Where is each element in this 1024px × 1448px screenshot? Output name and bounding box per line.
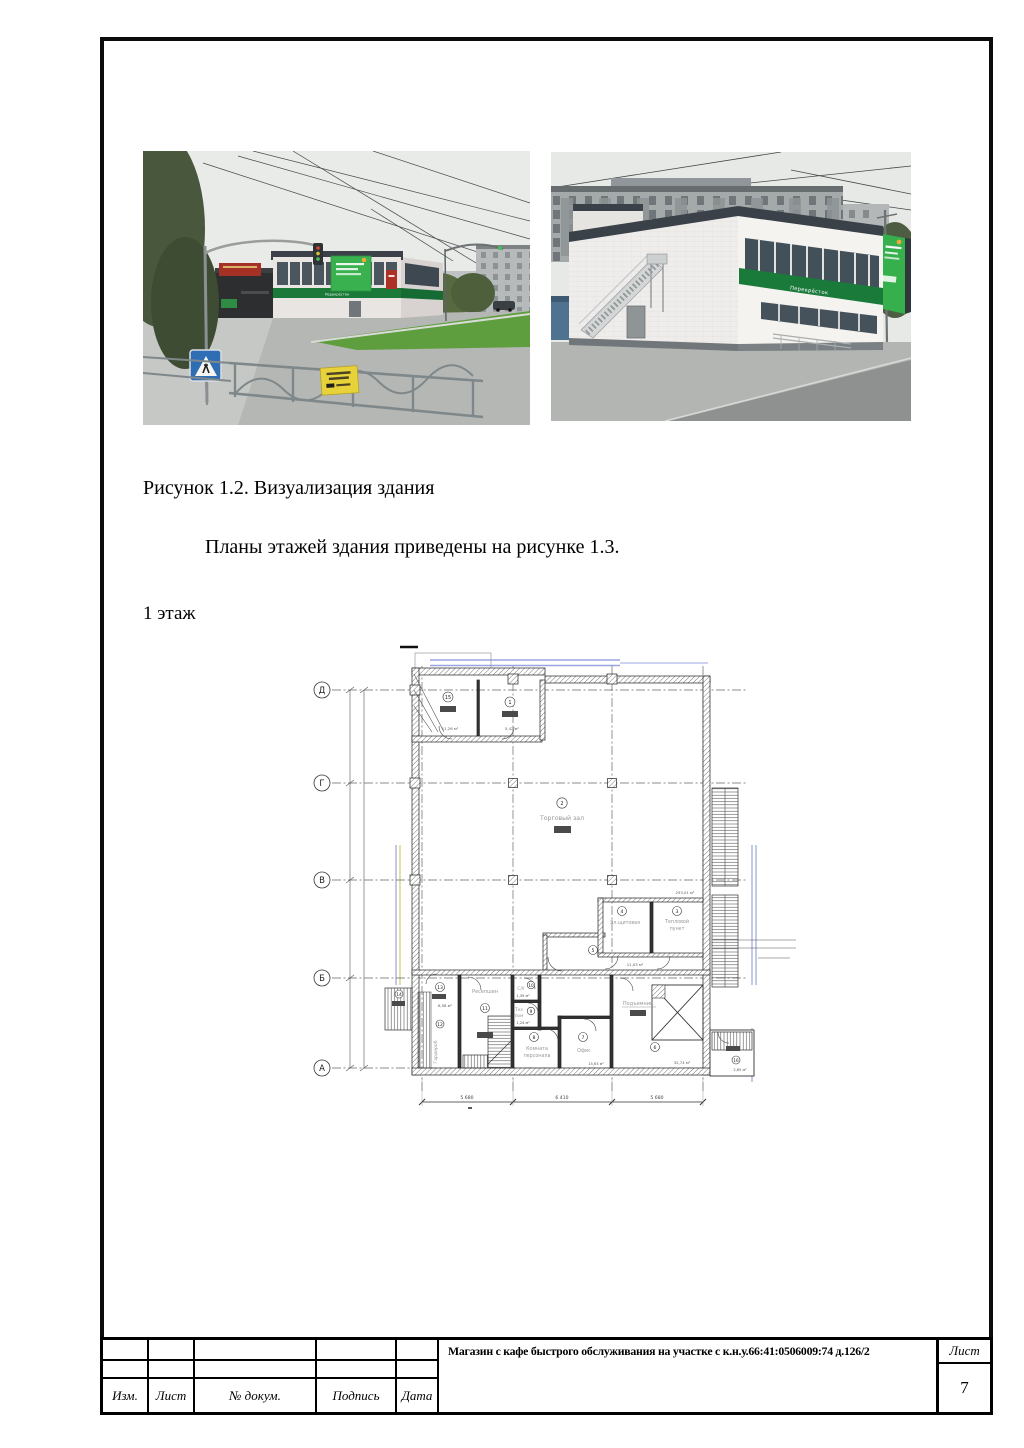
room-area: 32,74 м²: [673, 1060, 691, 1065]
kiosk: [551, 300, 571, 340]
col-izm: Изм.: [103, 1379, 149, 1412]
store-building: [271, 251, 443, 318]
cell-empty: [149, 1340, 195, 1359]
room-area: 1,24 м²: [516, 1021, 530, 1025]
grid-label: Б: [319, 974, 325, 984]
room-area: 2,65 м²: [733, 1068, 747, 1072]
room-number: 5: [591, 949, 595, 954]
room-number: 10: [528, 983, 534, 988]
room-name: персонала: [523, 1054, 551, 1059]
floor-plan: [300, 640, 800, 1140]
level-mark: [477, 1032, 493, 1038]
level-mark: [554, 826, 571, 833]
revision-table: [103, 1340, 439, 1412]
utility-pole: [445, 249, 446, 321]
room-name: Ресепшен: [471, 989, 499, 995]
room-area: 1,39 м²: [516, 994, 530, 998]
tree: [451, 273, 495, 313]
room-number: 7: [581, 1036, 585, 1041]
cell-empty: [397, 1340, 439, 1359]
room-number: 13: [437, 986, 443, 991]
room-number: 16: [733, 1058, 739, 1063]
doors: [426, 726, 729, 1043]
corner-banner: [882, 234, 905, 314]
cell-empty: [103, 1340, 149, 1359]
room-name: Гардероб: [434, 1040, 439, 1064]
dim-label: 5 680: [460, 1096, 474, 1101]
cell-empty: [397, 1361, 439, 1377]
cell-empty: [103, 1361, 149, 1377]
col-dokum: № докум.: [195, 1379, 317, 1412]
yellow-sign: [320, 366, 359, 396]
col-list: Лист: [149, 1379, 195, 1412]
room-name: Подъемник: [622, 1001, 654, 1007]
wardrobe-racks: [418, 992, 431, 1068]
cell-empty: [149, 1361, 195, 1377]
banner-edge: [905, 238, 911, 314]
level-mark: [392, 1001, 405, 1006]
room-number: 4: [620, 910, 624, 915]
neighbor-building: [215, 263, 273, 318]
room-number: 6: [653, 1046, 657, 1051]
brand-logo-icon: [897, 240, 902, 245]
cell-empty: [317, 1340, 397, 1359]
level-mark: [432, 994, 446, 999]
entrance-door: [349, 301, 361, 317]
room-number: 15: [444, 695, 452, 701]
dimension-line-bottom: [419, 1077, 706, 1108]
room-number: 1: [508, 700, 512, 706]
cell-empty: [195, 1340, 317, 1359]
figure-caption: Рисунок 1.2. Визуализация здания: [143, 477, 435, 499]
room-area: 11,03 м²: [626, 962, 644, 967]
col-data: Дата: [397, 1379, 439, 1412]
grid-label: В: [319, 876, 325, 886]
body-text: Планы этажей здания приведены на рисунке 1.3.: [205, 536, 620, 558]
project-title: Магазин с кафе быстрого обслуживания на участке с к.н.у.66:41:0506009:74 д.126/2: [448, 1344, 870, 1358]
room-number: 12: [437, 1023, 443, 1028]
room-number: 9: [529, 1009, 533, 1014]
cell-empty: [195, 1361, 317, 1377]
store-sign-text: Перекрёсток: [789, 285, 829, 297]
room-name: Комната: [526, 1047, 548, 1052]
sheet-label: Лист: [939, 1340, 990, 1364]
red-sign: [386, 270, 397, 289]
store-building: [569, 204, 911, 354]
room-name: пункт: [669, 927, 685, 932]
building-scene: [551, 152, 911, 421]
area-annotation: 253,01 м²: [675, 890, 695, 895]
room-labels: [392, 692, 747, 1072]
canopy-outline: [415, 653, 491, 669]
tree-large: [151, 237, 219, 369]
photo-building-view: [551, 152, 911, 421]
room-number: 8: [532, 1036, 536, 1041]
level-mark: [502, 711, 518, 717]
street-scene: [143, 151, 530, 425]
cell-empty: [317, 1361, 397, 1377]
title-block: [100, 1337, 993, 1415]
grid-label: А: [319, 1064, 325, 1074]
floor-heading: 1 этаж: [143, 603, 196, 624]
area-annotation: 6,58 м²: [437, 1003, 453, 1008]
grid-label: Д: [318, 686, 326, 696]
room-number: 2: [560, 801, 564, 807]
room-number: 14: [396, 993, 402, 998]
revision-row: [103, 1361, 439, 1379]
room-name: Эл.щитовая: [610, 921, 640, 926]
lift-shaft: [652, 985, 703, 1040]
room-area: 15,63 м²: [588, 1062, 604, 1066]
photo-street-view: [143, 151, 530, 425]
room-number: 11: [482, 1007, 488, 1012]
project-title-cell: [439, 1340, 936, 1412]
sheet-number: 7: [960, 1378, 969, 1397]
brand-logo-icon: [362, 258, 367, 263]
dimension-lines-left: [346, 687, 368, 1071]
revision-row: [103, 1340, 439, 1361]
col-podpis: Подпись: [317, 1379, 397, 1412]
room-name: Торговый зал: [539, 815, 585, 822]
revision-header-row: [103, 1379, 439, 1412]
level-mark: [726, 1046, 740, 1051]
sheet-box: [936, 1340, 990, 1412]
room-name: Тепловой: [665, 920, 689, 925]
store-sign-text: Перекрёсток: [324, 292, 350, 297]
room-name: Офис: [577, 1049, 591, 1054]
floor-plan-figure: [300, 640, 800, 1140]
room-area: 11,26 м²: [441, 726, 459, 731]
room-name: С/У: [517, 987, 525, 992]
grid-label: Г: [319, 779, 325, 789]
level-mark: [630, 1010, 646, 1016]
corner-banner: [331, 256, 371, 291]
room-number: 3: [675, 910, 679, 915]
dim-label: 6 410: [555, 1096, 569, 1101]
green-signal-icon: [498, 246, 502, 250]
level-mark: [440, 706, 456, 712]
service-door: [627, 306, 645, 338]
room-area: 5,42 м²: [504, 726, 520, 731]
room-name: пом: [514, 1014, 524, 1019]
room-name: Тех: [515, 1008, 523, 1013]
grid-bubbles: [314, 682, 330, 1076]
dim-label: 5 680: [650, 1096, 664, 1101]
